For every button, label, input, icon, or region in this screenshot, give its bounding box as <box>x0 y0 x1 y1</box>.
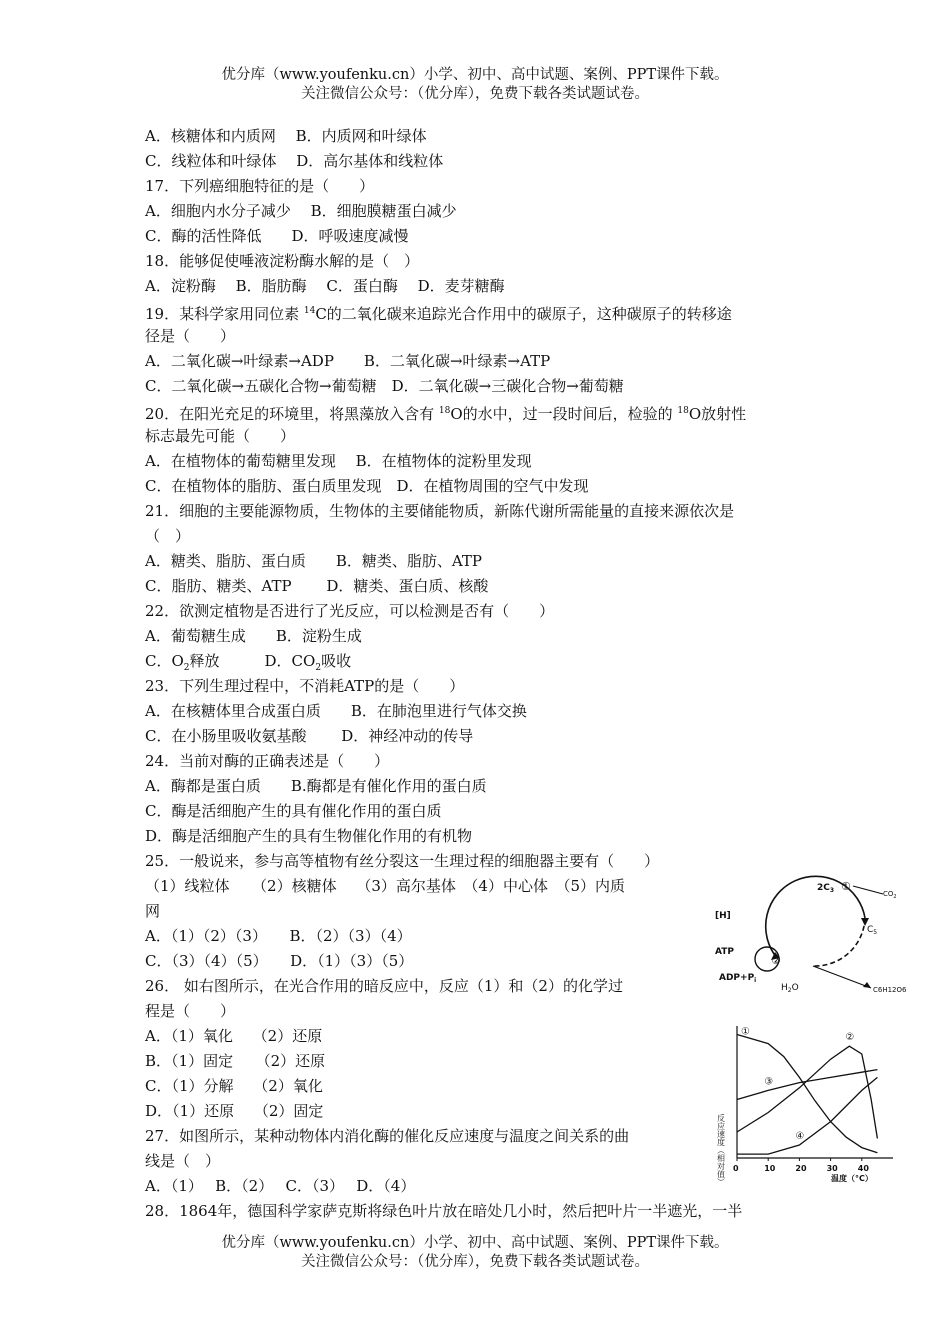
q19-stem-line2: 径是（ ） <box>145 327 236 345</box>
footer-line-2: 关注微信公众号：（优分库），免费下载各类试题试卷。 <box>301 1254 649 1270</box>
atp-label: ATP <box>715 947 735 957</box>
q25-options-cd: C．（3）（4）（5） D．（1）（3）（5） <box>145 952 414 970</box>
q26-option-c: C．（1）分解 （2）氧化 <box>145 1077 323 1095</box>
q24-option-d: D．酶是活细胞产生的具有生物催化作用的有机物 <box>145 827 473 845</box>
q24-stem: 24．当前对酶的正确表述是（ ） <box>145 752 390 770</box>
q17-options-ab: A．细胞内水分子减少 B．细胞膜糖蛋白减少 <box>145 202 457 220</box>
svg-text:2C3: $2C_3$ <box>817 883 835 894</box>
q23-stem: 23．下列生理过程中，不消耗ATP的是（ ） <box>145 677 465 695</box>
enzyme-temperature-chart <box>703 1018 913 1188</box>
q25-items: （1）线粒体 （2）核糖体 （3）高尔基体 （4）中心体 （5）内质 <box>145 877 625 895</box>
svg-text:CO2: $CO_2$ <box>883 890 897 900</box>
q27-stem-line2: 线是（ ） <box>145 1152 221 1170</box>
glucose-label: C6H12O6 <box>873 986 907 994</box>
q16-options-ab: A．核糖体和内质网 B．内质网和叶绿体 <box>145 127 427 145</box>
q17-stem: 17．下列癌细胞特征的是（ ） <box>145 177 375 195</box>
q20-stem-line2: 标志最先可能（ ） <box>145 427 296 445</box>
svg-text:C5: $C_5$ <box>867 925 878 936</box>
q27-stem-line1: 27．如图所示，某种动物体内消化酶的催化反应速度与温度之间关系的曲 <box>145 1127 630 1145</box>
q22-options-cd: C．$O_2$释放 D．$CO_2$吸收 <box>145 652 352 673</box>
series-line-2 <box>737 1046 877 1138</box>
co2-arrow <box>853 886 883 894</box>
reaction-2-mark: ② <box>771 954 781 967</box>
glucose-arrow <box>813 966 871 988</box>
q20-options-ab: A．在植物体的葡萄糖里发现 B．在植物体的淀粉里发现 <box>145 452 532 470</box>
footer-line-1: 优分库（www.youfenku.cn）小学、初中、高中试题、案例、PPT课件下载。 <box>221 1235 729 1251</box>
cycle-arc-dashed <box>813 918 865 966</box>
q19-options-ab: A．二氧化碳→叶绿素→ADP B．二氧化碳→叶绿素→ATP <box>145 352 551 370</box>
q25-items-wrap: 网 <box>145 902 161 920</box>
nadph-label: [H] <box>715 911 731 921</box>
q26-stem-line2: 程是（ ） <box>145 1002 236 1020</box>
q26-option-b: B．（1）固定 （2）还原 <box>145 1052 326 1070</box>
x-tick-label: 0 <box>733 1164 739 1173</box>
q21-stem-line1: 21．细胞的主要能源物质，生物体的主要储能物质，新陈代谢所需能量的直接来源依次是 <box>145 502 735 520</box>
q24-option-c: C．酶是活细胞产生的具有催化作用的蛋白质 <box>145 802 442 820</box>
x-axis-label: 温度（°C） <box>831 1174 873 1183</box>
q26-option-a: A．（1）氧化 （2）还原 <box>145 1027 323 1045</box>
series-label-2: ② <box>845 1032 855 1044</box>
header-line-2: 关注微信公众号：（优分库），免费下载各类试题试卷。 <box>301 86 649 102</box>
svg-text:ADP+Pi: $ADP+P_i$ <box>719 973 757 984</box>
q21-stem-line2: （ ） <box>145 527 191 545</box>
q18-options: A．淀粉酶 B．脂肪酶 C．蛋白酶 D．麦芽糖酶 <box>145 277 505 295</box>
q23-options-ab: A．在核糖体里合成蛋白质 B．在肺泡里进行气体交换 <box>145 702 527 720</box>
reaction-1-mark: ① <box>841 880 851 893</box>
x-tick-label: 30 <box>826 1164 838 1173</box>
y-axis-label: 反应速度（相对值） <box>716 1114 726 1186</box>
q21-options-ab: A．糖类、脂肪、蛋白质 B．糖类、脂肪、ATP <box>145 552 482 570</box>
q25-options-ab: A．（1）（2）（3） B．（2）（3）（4） <box>145 927 412 945</box>
series-label-3: ③ <box>764 1076 774 1088</box>
q20-stem-line1: 20．在阳光充足的环境里，将黑藻放入含有 $^{18}$O的水中，过一段时间后，检验的 $^{18}$O放射性 <box>145 405 747 423</box>
svg-text:H2O: $H_2O$ <box>781 983 799 994</box>
q25-stem: 25．一般说来，参与高等植物有丝分裂这一生理过程的细胞器主要有（ ） <box>145 852 660 870</box>
q17-options-cd: C．酶的活性降低 D．呼吸速度减慢 <box>145 227 409 245</box>
dark-reaction-figure <box>705 866 910 998</box>
q18-stem: 18．能够促使唾液淀粉酶水解的是（ ） <box>145 252 420 270</box>
q22-stem: 22．欲测定植物是否进行了光反应，可以检测是否有（ ） <box>145 602 555 620</box>
q24-option-ab: A．酶都是蛋白质 B.酶都是有催化作用的蛋白质 <box>145 777 487 795</box>
q21-options-cd: C．脂肪、糖类、ATP D．糖类、蛋白质、核酸 <box>145 577 489 595</box>
x-tick-label: 10 <box>764 1164 776 1173</box>
series-label-4: ④ <box>795 1131 805 1142</box>
q19-options-cd: C．二氧化碳→五碳化合物→葡萄糖 D．二氧化碳→三碳化合物→葡萄糖 <box>145 377 624 395</box>
q22-options-ab: A．葡萄糖生成 B．淀粉生成 <box>145 627 362 645</box>
q20-options-cd: C．在植物体的脂肪、蛋白质里发现 D．在植物周围的空气中发现 <box>145 477 589 495</box>
q27-options: A．（1） B．（2） C．（3） D．（4） <box>145 1177 416 1195</box>
x-tick-label: 20 <box>795 1164 807 1173</box>
q23-options-cd: C．在小肠里吸收氨基酸 D．神经冲动的传导 <box>145 727 474 745</box>
q16-options-cd: C．线粒体和叶绿体 D．高尔基体和线粒体 <box>145 152 444 170</box>
q19-stem-line1: 19．某科学家用同位素 $^{14}$C的二氧化碳来追踪光合作用中的碳原子，这种碳原子的转移途 <box>145 305 732 323</box>
q26-option-d: D．（1）还原 （2）固定 <box>145 1102 324 1120</box>
series-label-1: ① <box>741 1026 750 1038</box>
q26-stem-line1: 26． 如右图所示，在光合作用的暗反应中，反应（1）和（2）的化学过 <box>145 977 623 995</box>
x-tick-label: 40 <box>857 1164 869 1173</box>
header-line-1: 优分库（www.youfenku.cn）小学、初中、高中试题、案例、PPT课件下载。 <box>221 67 729 83</box>
q28-stem: 28．1864年，德国科学家萨克斯将绿色叶片放在暗处几小时，然后把叶片一半遮光，一半 <box>145 1202 743 1220</box>
